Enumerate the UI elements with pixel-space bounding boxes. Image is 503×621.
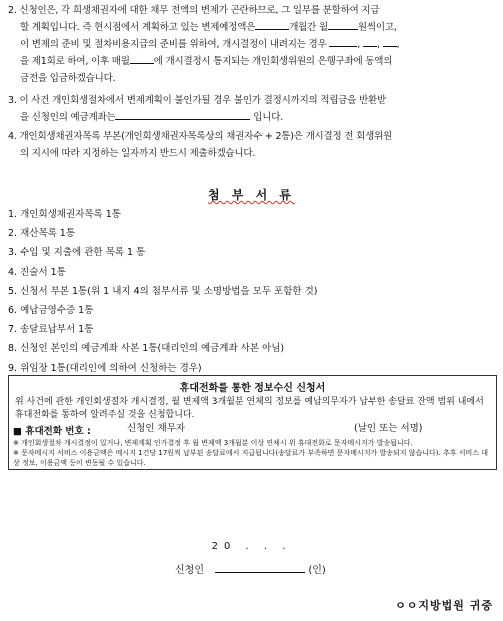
- item-2: 2. 신청인은, 각 희생채권자에 대한 채무 전액의 변제가 곤란하므로, 그 일부를 분할하여 지급 할 계획입니다. 즉 현시점에서 계획하고 있는 변제예정액은 개월간 월 원씩이고, 이 변제의 준비 및 절차비용지급의 준비를 위하여, 개시결정이 내려지는 경우 , , , 을 제1회로 하여, 이후 매월 에 개시결정시 통지되는 개인회생위원의 은행구좌에 동액의 금전을 입금하겠습니다.: [8, 5, 400, 84]
- item-text: 개인회생채권자목록 부본(개인회생채권자목록상의 채권자수 + 2통)은 개시결정 전 회생위원: [19, 131, 393, 142]
- attachment-item: 9. 위임장 1통(대리인에 의하여 신청하는 경우): [8, 362, 202, 374]
- item-text: 금전을 입금하겠습니다.: [20, 73, 116, 84]
- attachment-item: 4. 진술서 1통: [8, 266, 66, 278]
- seal-or-sign-label[interactable]: (날인 또는 서명): [354, 423, 423, 434]
- seal-label: (인): [308, 565, 326, 576]
- item-text: 을 제1회로 하여, 이후 매월: [20, 56, 130, 67]
- item-text: 입니다.: [253, 112, 284, 123]
- item-number: 2.: [8, 5, 17, 16]
- item-text: 을 신청인의 예금계좌는: [20, 112, 116, 123]
- item-4: [8, 128, 493, 162]
- account-blank[interactable]: [115, 110, 250, 120]
- sms-request-body: 위 사건에 관한 개인회생절차 개시결정, 월 변제액 3개월분 연체의 정보를 예납의무자가 납부한 송달료 잔액 범위 내에서 휴대전화를 통하여 알려주실 것을 신청합니다.: [15, 397, 484, 420]
- item-text: 에 개시결정시 통지되는 개인회생위원의 은행구좌에 동액의: [153, 56, 393, 67]
- attachment-item: 1. 개인회생채권자목록 1통: [8, 209, 121, 220]
- sms-note: ※ 문자메시지 서비스 이용금액은 메시지 1건당 17원씩 납부된 송달료에서 지급됩니다(송달료가 부족하면 문자메시지가 발송되지 않습니다). 추후 서비스 대상 정보, 이용금액 등이 변동될 수 있습니다.: [13, 449, 488, 467]
- item-text: 개월간 월: [289, 22, 328, 33]
- attachment-item: 5. 신청서 부본 1통(위 1 내지 4의 첨부서류 및 소명방법을 모두 포함한 것): [8, 285, 318, 297]
- attachment-item: 6. 예납금영수증 1통: [8, 305, 94, 317]
- item-text: 신청인은, 각 희생채권자에 대한 채무 전액의 변제가 곤란하므로, 그 일부를 분할하여 지급: [19, 5, 380, 16]
- sms-request-box: [8, 375, 497, 470]
- attachment-item: 3. 수입 및 지출에 관한 목록 1 통: [8, 247, 146, 259]
- attachment-item: 2. 재산목록 1통: [8, 228, 76, 240]
- item-number: 3.: [8, 95, 17, 106]
- applicant-label: 신청인: [175, 565, 204, 576]
- sms-request-title: 휴대전화를 통한 정보수신 신청서: [179, 383, 326, 394]
- court-name: ㅇㅇ지방법원 귀중: [395, 599, 493, 612]
- sms-note: ※ 개인회생절차 개시결정이 있거나, 변제계획 인가결정 후 월 변제액 3개월분 이상 연체시 위 휴대전화로 문자메시지가 발송됩니다.: [13, 439, 413, 447]
- item-3: [8, 92, 493, 126]
- attachments-list: [8, 205, 317, 378]
- blank-field[interactable]: [255, 20, 289, 30]
- item-text: 의 지시에 따라 지정하는 일자까지 반드시 제출하겠습니다.: [20, 148, 256, 159]
- blank-field[interactable]: [328, 20, 358, 30]
- applicant-signature: [175, 561, 326, 576]
- item-text: 이 변제의 준비 및 절차비용지급의 준비를 위하여, 개시결정이 내려지는 경우: [20, 39, 327, 50]
- item-text: 할 계획입니다. 즉 현시점에서 계획하고 있는 변제예정액은: [20, 22, 256, 33]
- attachment-item: 7. 송달료납부서 1통: [8, 324, 94, 336]
- phone-number-label[interactable]: ■ 휴대전화 번호 :: [13, 426, 91, 437]
- blank-field[interactable]: [383, 37, 397, 47]
- date-line[interactable]: 20 . . .: [211, 541, 292, 552]
- attachments-title: 첨 부 서 류: [208, 188, 295, 202]
- blank-field[interactable]: [130, 54, 154, 64]
- item-text: 이 사건 개인회생절차에서 변제계획이 불인가될 경우 불인가 결정시까지의 적립금을 반환받: [19, 95, 387, 106]
- applicant-debtor-label: 신청인 채무자: [127, 423, 186, 434]
- blank-field[interactable]: [363, 37, 377, 47]
- item-text: 원씩이고,: [357, 22, 397, 33]
- sms-notes: [13, 438, 492, 468]
- attachment-item: 8. 신청인 본인의 예금계좌 사본 1통(대리인의 예금계좌 사본 아님): [8, 343, 285, 355]
- applicant-name-blank[interactable]: [215, 563, 305, 573]
- item-number: 4.: [8, 131, 17, 142]
- blank-field[interactable]: [329, 37, 357, 47]
